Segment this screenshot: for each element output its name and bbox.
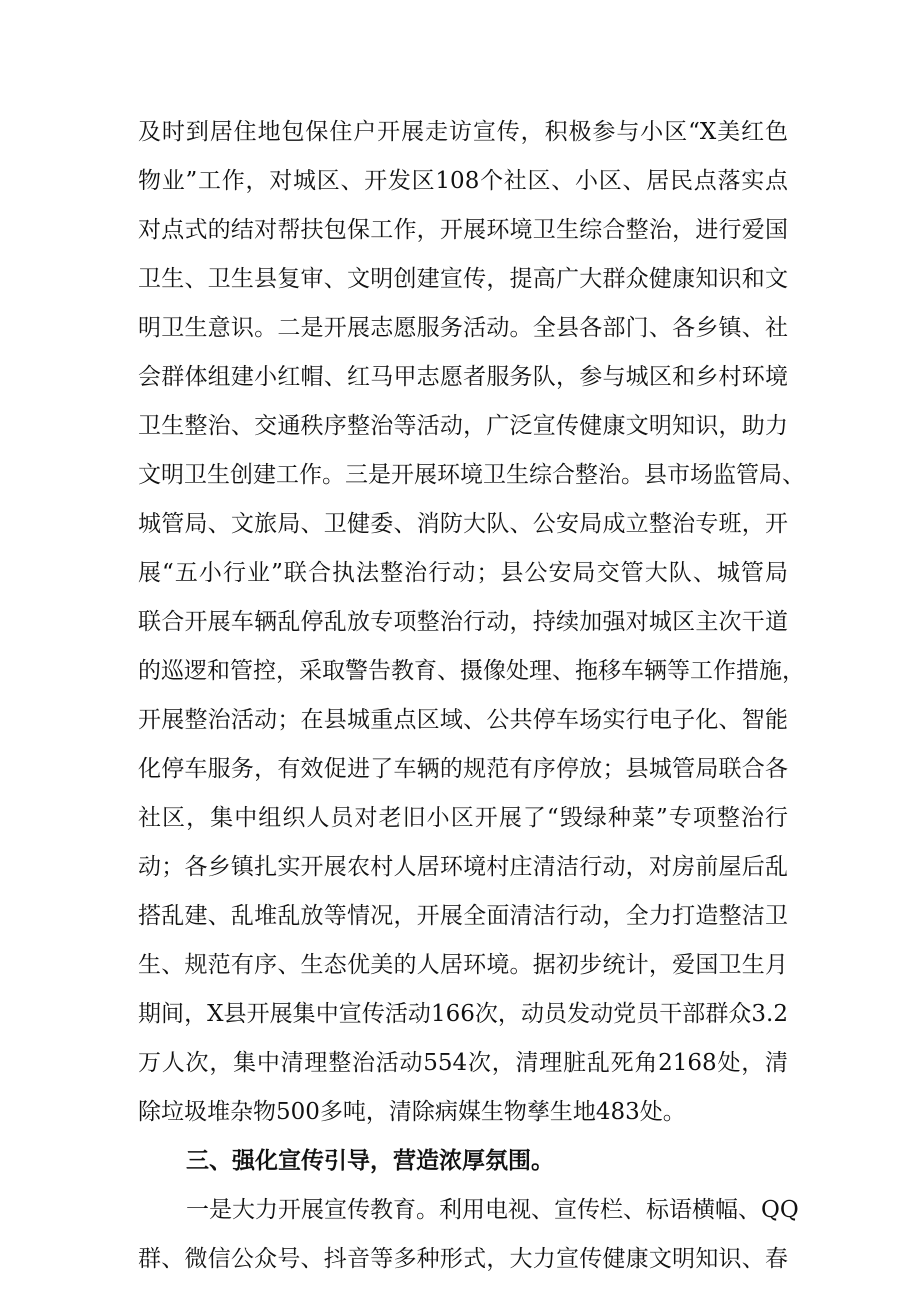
body-text-line: 城管局、文旅局、卫健委、消防大队、公安局成立整治专班，开	[138, 511, 788, 537]
body-text-line: 会群体组建小红帽、红马甲志愿者服务队，参与城区和乡村环境	[138, 364, 788, 390]
body-text-line: 社区，集中组织人员对老旧小区开展了“毁绿种菜”专项整治行	[138, 805, 788, 831]
body-text-line: 展“五小行业”联合执法整治行动；县公安局交管大队、城管局	[138, 560, 788, 586]
body-text-line: 群、微信公众号、抖音等多种形式，大力宣传健康文明知识、春	[138, 1246, 788, 1272]
body-text-line: 的巡逻和管控，采取警告教育、摄像处理、拖移车辆等工作措施，	[138, 658, 805, 684]
body-text-line: 期间，X县开展集中宣传活动166次，动员发动党员干部群众3.2	[138, 1001, 788, 1027]
body-text-line: 搭乱建、乱堆乱放等情况，开展全面清洁行动，全力打造整洁卫	[138, 903, 788, 929]
body-text-line: 及时到居住地包保住户开展走访宣传，积极参与小区“X美红色	[138, 119, 788, 145]
body-text-line: 对点式的结对帮扶包保工作，开展环境卫生综合整治，进行爱国	[138, 217, 788, 243]
body-text-line: 卫生、卫生县复审、文明创建宣传，提高广大群众健康知识和文	[138, 266, 788, 292]
body-text-line: 动；各乡镇扎实开展农村人居环境村庄清洁行动，对房前屋后乱	[138, 854, 788, 880]
body-text-line: 化停车服务，有效促进了车辆的规范有序停放；县城管局联合各	[138, 756, 788, 782]
body-text-line: 除垃圾堆杂物500多吨，清除病媒生物孳生地483处。	[138, 1099, 686, 1125]
body-text-line: 物业”工作，对城区、开发区108个社区、小区、居民点落实点	[138, 168, 788, 194]
body-text-line: 卫生整治、交通秩序整治等活动，广泛宣传健康文明知识，助力	[138, 413, 788, 439]
body-text-line: 文明卫生创建工作。三是开展环境卫生综合整治。县市场监管局、	[138, 462, 805, 488]
body-text-line: 万人次，集中清理整治活动554次，清理脏乱死角2168处，清	[138, 1050, 788, 1076]
body-text-line: 一是大力开展宣传教育。利用电视、宣传栏、标语横幅、QQ	[186, 1197, 799, 1223]
section-heading: 三、强化宣传引导，营造浓厚氛围。	[186, 1148, 554, 1174]
body-text-line: 明卫生意识。二是开展志愿服务活动。全县各部门、各乡镇、社	[138, 315, 788, 341]
body-text-line: 联合开展车辆乱停乱放专项整治行动，持续加强对城区主次干道	[138, 609, 788, 635]
body-text-line: 生、规范有序、生态优美的人居环境。据初步统计，爱国卫生月	[138, 952, 788, 978]
body-text-line: 开展整治活动；在县城重点区域、公共停车场实行电子化、智能	[138, 707, 788, 733]
